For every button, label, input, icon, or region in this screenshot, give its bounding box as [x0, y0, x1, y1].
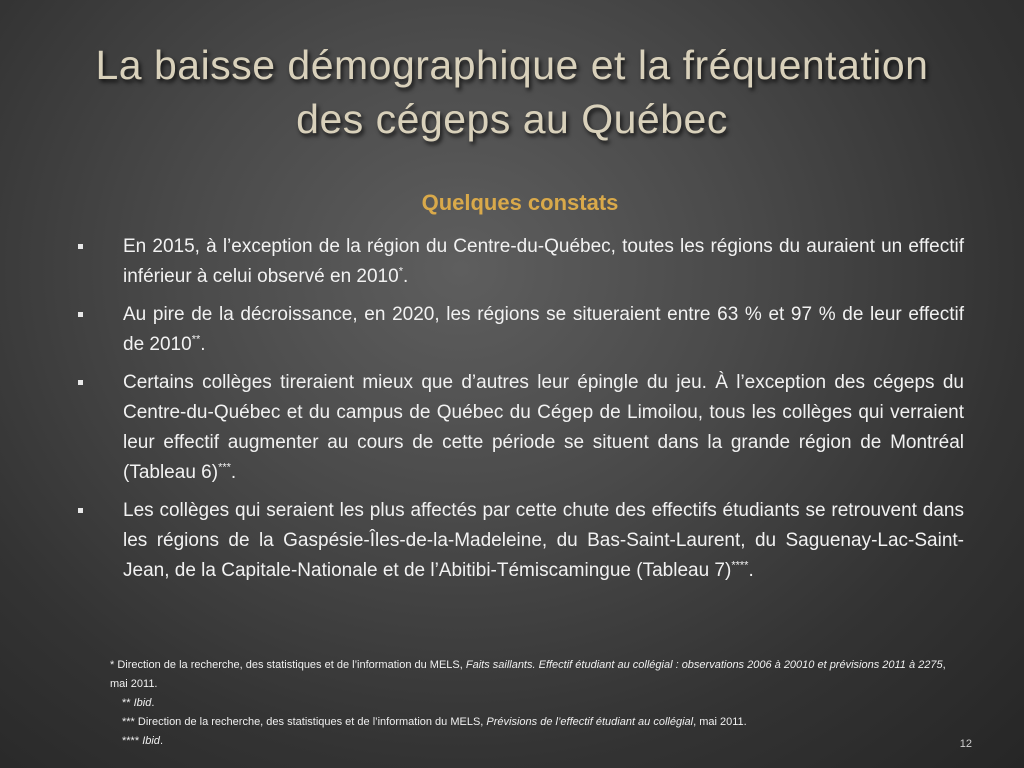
footnote-source-title: Prévisions de l’effectif étudiant au collégial	[486, 716, 694, 728]
footnote-1	[110, 656, 964, 694]
square-bullet-icon	[78, 312, 83, 317]
bullet-end: .	[200, 334, 206, 355]
bullet-item	[78, 232, 964, 292]
footnote-source-title: Faits saillants. Effectif étudiant au collégial : observations 2006 à 20010 et prévisions 2011 à 2275	[465, 659, 943, 671]
footnote-text: **	[122, 697, 134, 709]
footnote-marker: **	[191, 333, 201, 346]
bullet-text: Au pire de la décroissance, en 2020, les régions se situeraient entre 63 % et 97 % de leur effectif de 2010	[123, 304, 964, 355]
footnote-source-title: Ibid	[133, 697, 152, 709]
footnote-text: , mai 2011.	[110, 659, 946, 690]
footnote-text: *** Direction de la recherche, des statistiques et de l’information du MELS,	[122, 716, 487, 728]
footnote-text: , mai 2011.	[693, 716, 747, 728]
footnote-2	[110, 694, 964, 713]
slide-number: 12	[959, 738, 972, 750]
footnote-marker: *	[398, 265, 403, 278]
bullet-text: En 2015, à l’exception de la région du Centre-du-Québec, toutes les régions du auraient un effectif inférieur à celui observé en 2010	[123, 236, 964, 287]
footnote-text: .	[159, 735, 163, 747]
footnote-4	[110, 732, 964, 751]
square-bullet-icon	[78, 380, 83, 385]
footnote-marker: ***	[218, 461, 231, 474]
slide-subtitle: Quelques constats	[421, 190, 619, 215]
footnote-text: .	[151, 697, 155, 709]
bullet-item	[78, 496, 964, 586]
bullet-text: Certains collèges tireraient mieux que d’autres leur épingle du jeu. À l’exception des cégeps du Centre-du-Québec et du campus de Québec du Cégep de Limoilou, tous les collèges qui verraient leur effectif augmenter au cours de cette période se situent dans la grande région de Montréal (Tableau 6)	[123, 372, 964, 483]
bullet-item	[78, 368, 964, 488]
bullet-end: .	[230, 462, 237, 483]
slide-title: La baisse démographique et la fréquentation des cégeps au Québec	[95, 42, 929, 142]
footnote-text: * Direction de la recherche, des statistiques et de l’information du MELS,	[110, 659, 466, 671]
bullet-item	[78, 300, 964, 360]
footnotes	[110, 656, 964, 751]
bullet-text: Les collèges qui seraient les plus affectés par cette chute des effectifs étudiants se retrouvent dans les régions de la Gaspésie-Îles-de-la-Madeleine, du Bas-Saint-Laurent, du Saguenay-Lac-Saint-Jean, de la Capitale-Nationale et de l’Abitibi-Témiscamingue (Tableau 7)	[123, 500, 964, 581]
square-bullet-icon	[78, 244, 83, 249]
bullet-end: .	[402, 266, 409, 287]
footnote-3	[110, 713, 964, 732]
footnote-marker: ****	[731, 559, 749, 572]
bullet-end: .	[748, 560, 754, 581]
bullet-list	[78, 232, 964, 594]
footnote-text: ****	[122, 735, 143, 747]
footnote-source-title: Ibid	[142, 735, 160, 747]
square-bullet-icon	[78, 508, 83, 513]
